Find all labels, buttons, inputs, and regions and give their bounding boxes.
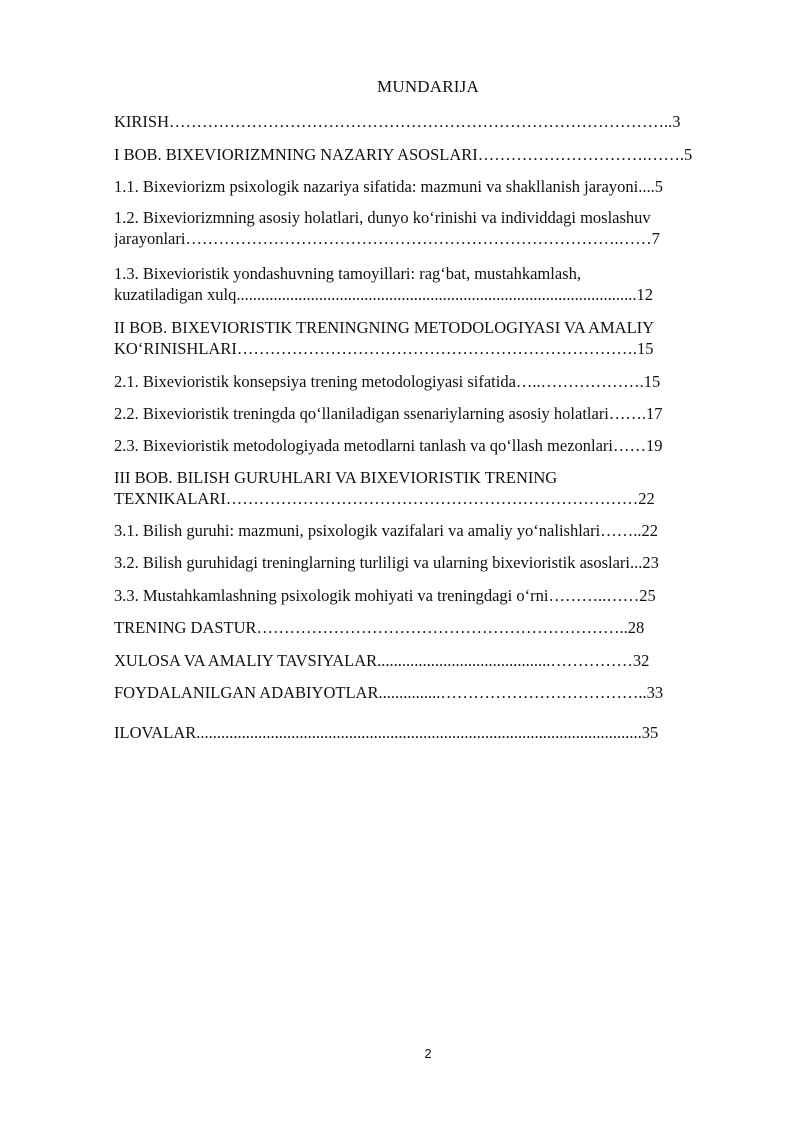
toc-entry-1-2 — [114, 207, 660, 249]
toc-entry-line: 3.3. Mustahkamlashning psixologik mohiyati va treningdagi o‘rni………..……25 — [114, 586, 656, 605]
toc-title: MUNDARIJA — [377, 77, 479, 96]
toc-entry-line: 2.3. Bixevioristik metodologiyada metodlarni tanlash va qo‘llash mezonlari……19 — [114, 436, 663, 455]
toc-entry-line: KIRISH………………………………………………………………………………..3 — [114, 112, 681, 131]
toc-entry-line: jarayonlari…………………………………………………………………….……7 — [114, 229, 660, 248]
toc-entry-3-1 — [114, 520, 658, 541]
toc-entry-line: 1.1. Bixeviorizm psixologik nazariya sifatida: mazmuni va shakllanish jarayoni....5 — [114, 177, 663, 196]
toc-entry-line: 2.2. Bixevioristik treningda qo‘llaniladigan ssenariylarning asosiy holatlari…….17 — [114, 404, 663, 423]
toc-entry-line: KO‘RINISHLARI……………………………………………………………….15 — [114, 339, 654, 358]
toc-entry-line: II BOB. BIXEVIORISTIK TRENINGNING METODOLOGIYASI VA AMALIY — [114, 318, 655, 337]
toc-entry-1-1 — [114, 176, 663, 197]
toc-entry-adabiyotlar — [114, 682, 663, 703]
toc-entry-chapter-1 — [114, 144, 692, 165]
toc-entry-line: 3.1. Bilish guruhi: mazmuni, psixologik vazifalari va amaliy yo‘nalishlari……..22 — [114, 521, 658, 540]
toc-entry-line: 3.2. Bilish guruhidagi treninglarning turliligi va ularning bixevioristik asoslari...23 — [114, 553, 659, 572]
toc-entry-line: 1.2. Bixeviorizmning asosiy holatlari, dunyo ko‘rinishi va individdagi moslashuv — [114, 208, 651, 227]
toc-entry-trening-dastur — [114, 617, 644, 638]
toc-entry-3-3 — [114, 585, 656, 606]
toc-entry-line: 1.3. Bixevioristik yondashuvning tamoyillari: rag‘bat, mustahkamlash, — [114, 264, 581, 283]
toc-entry-2-3 — [114, 435, 663, 456]
toc-entry-line: kuzatiladigan xulq.................................................................................................12 — [114, 285, 653, 304]
page-number: 2 — [424, 1046, 432, 1061]
toc-entry-chapter-2 — [114, 317, 654, 359]
toc-entry-line: I BOB. BIXEVIORIZMNING NAZARIY ASOSLARI………………………….…….5 — [114, 145, 693, 164]
toc-entry-line: ILOVALAR............................................................................................................35 — [114, 723, 659, 742]
toc-entry-line: XULOSA VA AMALIY TAVSIYALAR..........................................……………32 — [114, 651, 650, 670]
toc-entry-3-2 — [114, 552, 659, 573]
toc-entry-kirish — [114, 111, 681, 132]
toc-entry-1-3 — [114, 263, 653, 305]
toc-entry-2-2 — [114, 403, 663, 424]
toc-entry-ilovalar — [114, 722, 658, 743]
toc-entry-line: 2.1. Bixevioristik konsepsiya trening metodologiyasi sifatida…..……………….15 — [114, 372, 661, 391]
toc-entry-chapter-3 — [114, 467, 655, 509]
toc-entry-2-1 — [114, 371, 660, 392]
toc-entry-xulosa — [114, 650, 649, 671]
toc-entry-line: FOYDALANILGAN ADABIYOTLAR...............………………………………..33 — [114, 683, 664, 702]
toc-entry-line: TRENING DASTUR…………………………………………………………..28 — [114, 618, 645, 637]
toc-entry-line: III BOB. BILISH GURUHLARI VA BIXEVIORISTIK TRENING — [114, 468, 558, 487]
toc-entry-line: TEXNIKALARI…………………………………………………………………22 — [114, 489, 655, 508]
